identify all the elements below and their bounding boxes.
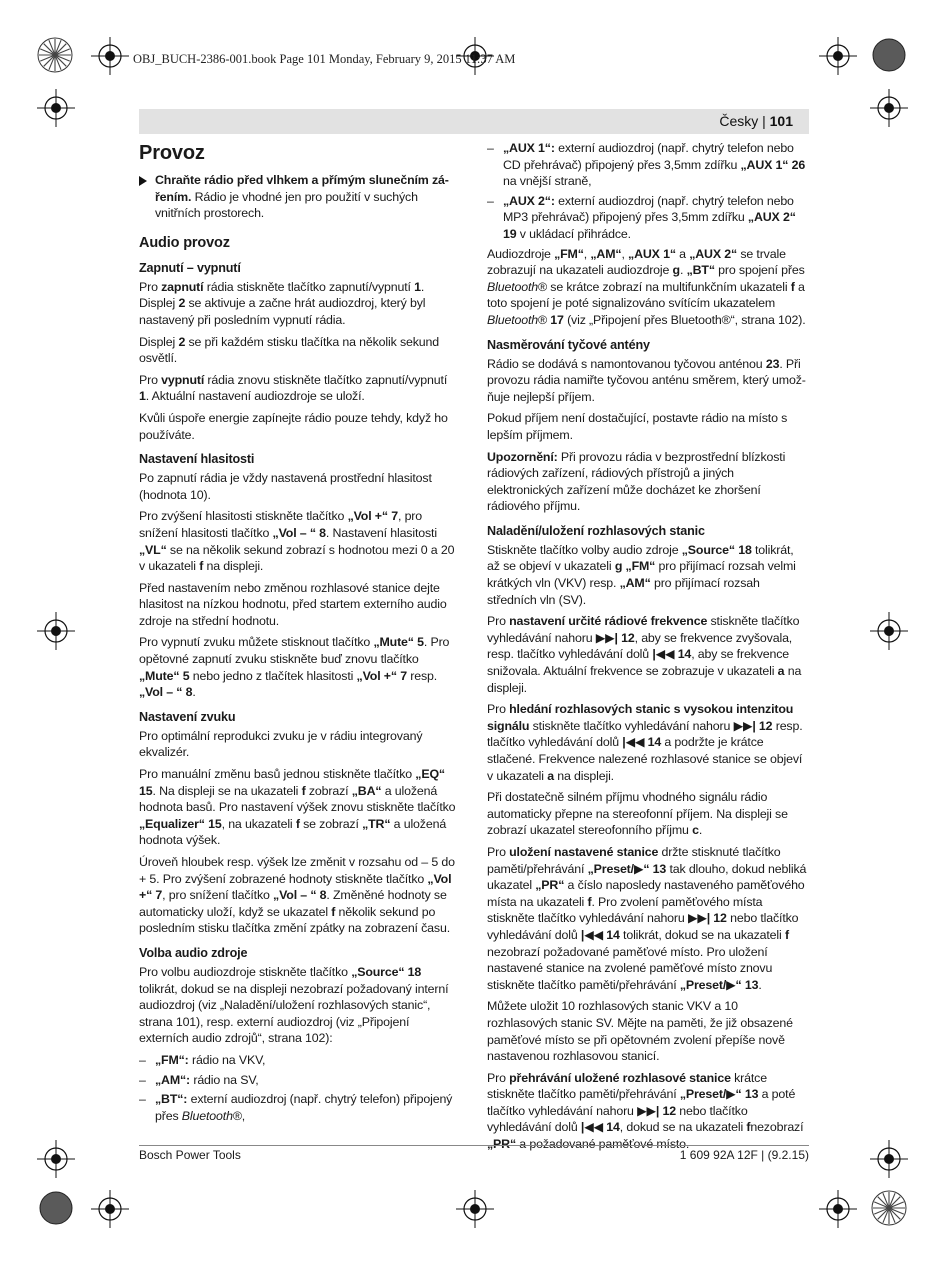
warning-bold: Chraňte rádio před vlhkem a přímým slunečním zářením.: [155, 173, 449, 204]
registration-mark-icon: [91, 1190, 129, 1228]
registration-mark-icon: [870, 1140, 908, 1178]
paragraph: Kvůli úspoře energie zapínejte rádio pouze tehdy, když ho používáte.: [139, 410, 448, 442]
warning-note: [139, 172, 459, 222]
audio-heading: Audio provoz: [139, 234, 230, 251]
registration-mark-icon: [819, 37, 857, 75]
starburst-mark-icon: [37, 37, 73, 73]
page-header: [139, 109, 809, 134]
paragraph: Rádio se dodává s namontovanou tyčovou anténou 23. Při provozu rádia namiřte tyčovou anténu směrem, který umožňuje nejlepší příjem.: [487, 356, 806, 404]
paragraph: Po zapnutí rádia je vždy nastavená prostřední hlasitost (hodnota 10).: [139, 471, 432, 502]
paragraph: Při dostatečně silném příjmu vhodného signálu rádio automaticky přepne na stereofonní příjem. Na displeji se zobrazí ukazatel stereofonního příjmu c.: [487, 790, 788, 838]
list-item: – „BT“: externí audiozdroj (např. chytrý telefon) připojený přes Bluetooth®,: [139, 1092, 453, 1123]
grey-dot-mark-icon: [38, 1190, 74, 1226]
paragraph: Displej 2 se při každém stisku tlačítka na několik sekund osvětlí.: [139, 334, 440, 366]
paragraph: Úroveň hloubek resp. výšek lze změnit v rozsahu od – 5 do + 5. Pro zvýšení zobrazené hodnoty stiskněte tlačítko „Vol +“ 7, pro snížení tlačítko „Vol – “ 8. Změněné hodnoty se automaticky uloží, když se ukazatel f několik sekund po posledním stisku tlačítka změní zpátky na zobrazení času.: [139, 855, 455, 936]
paragraph: Pro volbu audiozdroje stiskněte tlačítko „Source“ 18 tolikrát, dokud se na displeji nezobrazí požadovaný interní audiozdroj (viz „Naladění/uložení rozhlasových stanic“, strana 101), resp. externí audiozdroj (viz „Připojení externích audio zdrojů“, strana 102):: [139, 964, 449, 1046]
right-column: [487, 140, 807, 1158]
sound-heading: Nastavení zvuku: [139, 709, 236, 724]
source-heading: Volba audio zdroje: [139, 945, 248, 960]
registration-mark-icon: [819, 1190, 857, 1228]
header-language: Česky |: [719, 113, 770, 129]
file-info-line: OBJ_BUCH-2386-001.book Page 101 Monday, February 9, 2015 11:37 AM: [133, 52, 516, 66]
paragraph: Můžete uložit 10 rozhlasových stanic VKV a 10 rozhlasových stanic SV. Mějte na paměti, že již obsazené paměťové místo se při opětovném zvolení přepíše nově nastavenou rozhlasovou stanicí.: [487, 999, 793, 1064]
power-heading: Zapnutí – vypnutí: [139, 260, 241, 275]
paragraph: Pro vypnutí rádia znovu stiskněte tlačítko zapnutí/vypnutí 1. Aktuální nastavení audiozdroje se uloží.: [139, 372, 448, 404]
paragraph: Pro přehrávání uložené rozhlasové stanice krátce stiskněte tlačítko paměti/přehrávání „Preset/▶“ 13 a poté tlačítko vyhledávání nahoru ▶▶| 12 nebo tlačítko vyhledávání dolů |◀◀ 14, dokud se na ukazateli fnezobrazí: [487, 1070, 804, 1135]
paragraph: Pro zvýšení hlasitosti stiskněte tlačítko „Vol +“ 7, pro snížení hlasitosti tlačítko „Vol – “ 8. Nastavení hlasitosti „VL“ se na několik sekund zobrazí s hodnotou mezi 0 a 20 v ukazateli f na displeji.: [139, 509, 455, 574]
paragraph: Stiskněte tlačítko volby audio zdroje „Source“ 18 tolikrát, až se objeví v ukazateli g „FM“ pro přijímací rozsah velmi krátkých vln (VKV) resp. „AM“ pro přijímací rozsah středních vln (SV).: [487, 542, 796, 607]
registration-mark-icon: [37, 1140, 75, 1178]
section-title: Provoz: [139, 142, 205, 164]
triangle-arrow-icon: [139, 176, 147, 186]
registration-mark-icon: [37, 612, 75, 650]
list-item: – „FM“: rádio na VKV,: [139, 1052, 266, 1067]
paragraph: Pro nastavení určité rádiové frekvence stiskněte tlačítko vyhledávání nahoru ▶▶| 12, aby se frekvence zvyšovala, resp. tlačítko vyhledávání dolů |◀◀ 14, aby se frekvence snižovala. Aktuální frekvence se zobrazuje v ukazateli a na displeji.: [487, 614, 802, 695]
footer-brand: Bosch Power Tools: [139, 1148, 241, 1162]
page-number: 101: [769, 113, 793, 129]
paragraph: Audiozdroje „FM“, „AM“, „AUX 1“ a „AUX 2“ se trvale zobrazují na ukazateli audiozdroje g. „BT“ pro spojení přes Bluetooth® se krátce zobrazí na multifunkčním ukazateli f a toto spojení je poté signalizováno svítícím ukazatelem Bluetooth® 17 (viz „Připojení přes Bluetooth®“, strana 102).: [487, 246, 806, 327]
registration-mark-icon: [870, 612, 908, 650]
footer-code: 1 609 92A 12F | (9.2.15): [679, 1148, 809, 1162]
paragraph: Pro zapnutí rádia stiskněte tlačítko zapnutí/vypnutí 1. Displej 2 se aktivuje a začne hrát audiozdroj, který byl nastavený při posledním vypnutí rádia.: [139, 279, 426, 327]
paragraph: Pokud příjem není dostačující, postavte rádio na místo s lepším příjmem.: [487, 411, 788, 442]
list-item: – „AUX 2“: externí audiozdroj (např. chytrý telefon nebo MP3 přehrávač) připojený přes 3,5mm zdířku „AUX 2“ 19 v ukládací přihrádce.: [487, 193, 796, 241]
header-title: [719, 113, 793, 129]
paragraph: Pro uložení nastavené stanice držte stisknuté tlačítko paměti/přehrávání „Preset/▶“ 13 tak dlouho, dokud nebliká ukazatel „PR“ a číslo naposledy nastaveného paměťového místa na ukazateli f. Pro zvolení paměťového místa stiskněte tlačítko vyhledávání nahoru ▶▶| 12 nebo tlačítko vyhledávání dolů |◀◀ 14 tolikrát, dokud se na ukazateli f nezobrazí požadované paměťové místo. Pro uložení nastavené stanice na zvolené paměťové místo znovu stiskněte tlačítko paměti/přehrávání „Preset/▶“ 13.: [487, 844, 807, 992]
paragraph: Pro manuální změnu basů jednou stiskněte tlačítko „EQ“ 15. Na displeji se na ukazateli f zobrazí „BA“ a uložená hodnota basů. Pro nastavení výšek znovu stiskněte tlačítko „Equalizer“ 15, na ukazateli f se zobrazí „TR“ a uložená hodnota výšek.: [139, 767, 456, 848]
paragraph: Před nastavením nebo změnou rozhlasové stanice dejte hlasitost na nízkou hodnotu, před startem externího audio zdroje na střední hodnotu.: [139, 580, 447, 628]
left-column: [139, 140, 459, 1127]
antenna-heading: Nasměrování tyčové antény: [487, 337, 650, 352]
registration-mark-icon: [91, 37, 129, 75]
warning-text: Rádio je vhodné jen pro použití v suchých vnitřních prostorech.: [155, 189, 418, 221]
list-item: – „AUX 1“: externí audiozdroj (např. chytrý telefon nebo CD přehrávač) připojený přes 3,5mm zdířku „AUX 1“ 26 na vnější straně,: [487, 141, 806, 189]
registration-mark-icon: [456, 1190, 494, 1228]
list-item: – „AM“: rádio na SV,: [139, 1072, 259, 1087]
paragraph: Pro optimální reprodukci zvuku je v rádiu integrovaný ekvalizér.: [139, 728, 423, 760]
registration-mark-icon: [37, 89, 75, 127]
grey-dot-mark-icon: [871, 37, 907, 73]
paragraph: Pro vypnutí zvuku můžete stisknout tlačítko „Mute“ 5. Pro opětovné zapnutí zvuku stiskněte buď znovu tlačítko „Mute“ 5 nebo jedno z tlačítek hlasitosti „Vol +“ 7 resp. „Vol – “ 8.: [139, 635, 450, 700]
starburst-mark-icon: [871, 1190, 907, 1226]
registration-mark-icon: [870, 89, 908, 127]
tuning-heading: Naladění/uložení rozhlasových stanic: [487, 523, 705, 538]
paragraph: Upozornění: Při provozu rádia v bezprostřední blízkosti rádiových zařízení, rádiových přístrojů a jiných elektronických zařízení může docházet ke zhoršení rádiového příjmu.: [487, 449, 786, 514]
volume-heading: Nastavení hlasitosti: [139, 452, 255, 467]
footer-divider: [139, 1145, 809, 1146]
paragraph: Pro hledání rozhlasových stanic s vysokou intenzitou signálu stiskněte tlačítko vyhledávání nahoru ▶▶| 12 resp. tlačítko vyhledávání dolů |◀◀ 14 a podržte je krátce stlačené. Frekvence nalezené rozhlasové stanice se objeví v ukazateli a na displeji.: [487, 702, 803, 783]
